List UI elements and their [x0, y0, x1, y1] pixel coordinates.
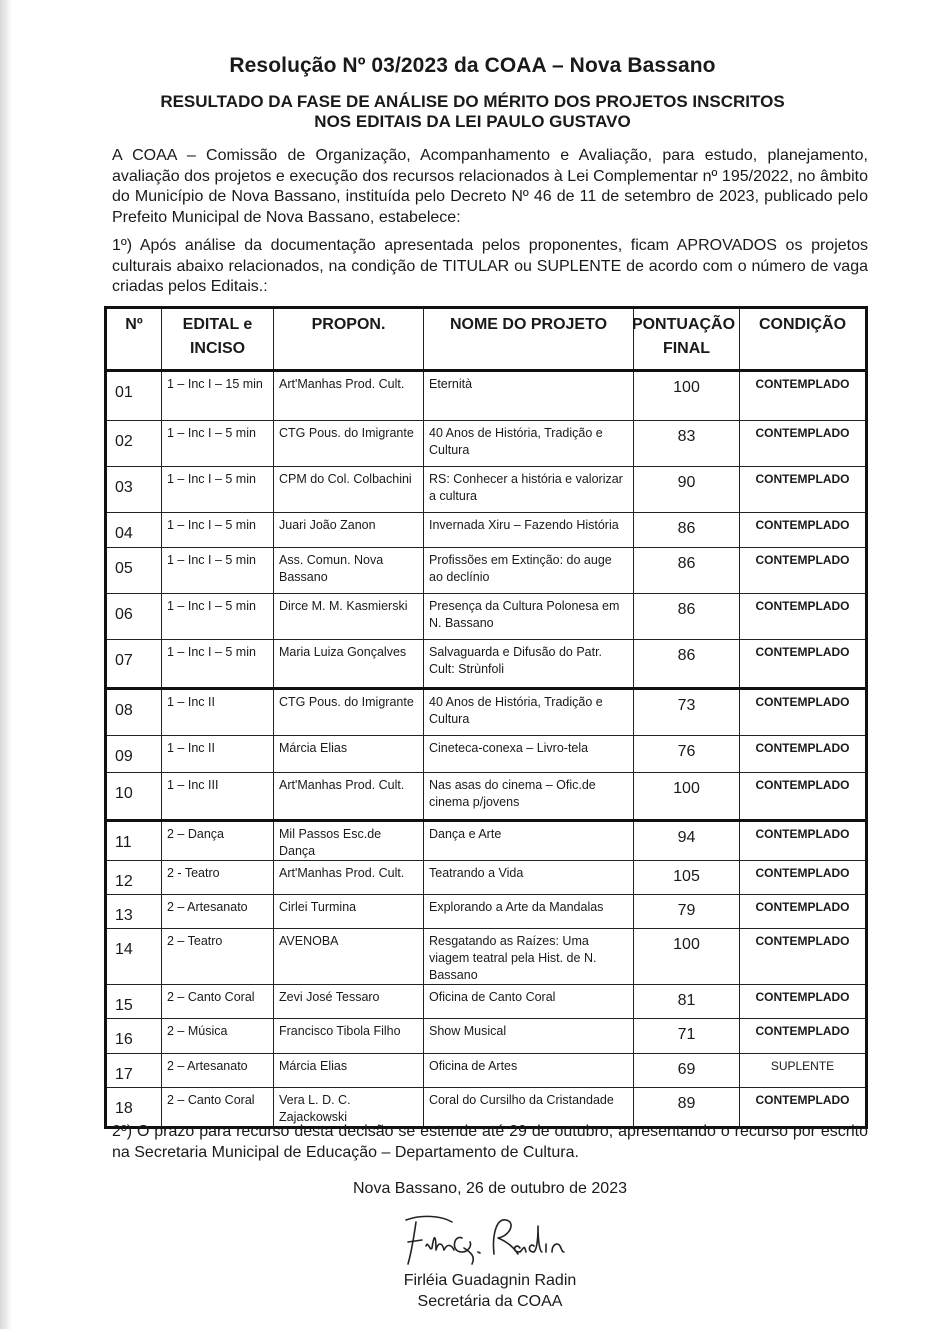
cell-num: 12: [106, 861, 162, 895]
cell-score: 86: [634, 640, 740, 689]
cell-edital: 1 – Inc I – 5 min: [162, 548, 274, 594]
cell-condition: CONTEMPLADO: [740, 640, 867, 689]
table-row: [106, 895, 867, 929]
cell-num: 09: [106, 736, 162, 773]
cell-edital: 1 – Inc III: [162, 773, 274, 821]
cell-propon: Vera L. D. C. Zajackowski: [274, 1088, 424, 1128]
cell-project: 40 Anos de História, Tradição e Cultura: [424, 689, 634, 736]
header-score-line-2: FINAL: [662, 340, 711, 357]
cell-score: 81: [634, 985, 740, 1019]
table-row: [106, 548, 867, 594]
cell-project: Dança e Arte: [424, 821, 634, 861]
cell-condition: CONTEMPLADO: [740, 736, 867, 773]
cell-num: 01: [106, 371, 162, 421]
cell-condition: CONTEMPLADO: [740, 689, 867, 736]
cell-propon: Maria Luiza Gonçalves: [274, 640, 424, 689]
item-2-paragraph: 2º) O prazo para recurso desta decisão se estende até 29 de outubro, apresentando o recurso por escrito na Secretaria Municipal de Educação – Departamento de Cultura.: [112, 1123, 868, 1161]
cell-edital: 2 – Dança: [162, 821, 274, 861]
cell-num: 08: [106, 689, 162, 736]
cell-propon: Mil Passos Esc.de Dança: [274, 821, 424, 861]
cell-num: 06: [106, 594, 162, 640]
header-propon: PROPON.: [274, 308, 424, 371]
cell-propon: Francisco Tibola Filho: [274, 1019, 424, 1054]
cell-num: 17: [106, 1054, 162, 1088]
cell-condition: SUPLENTE: [740, 1054, 867, 1088]
document-title: Resolução Nº 03/2023 da COAA – Nova Bassano: [229, 54, 716, 77]
cell-num: 02: [106, 421, 162, 467]
cell-score: 90: [634, 467, 740, 513]
signature-image: [392, 1212, 582, 1268]
cell-edital: 2 – Música: [162, 1019, 274, 1054]
header-edital-line-2: INCISO: [189, 340, 246, 357]
header-project: NOME DO PROJETO: [424, 308, 634, 371]
cell-propon: Márcia Elias: [274, 1054, 424, 1088]
signer-role: Secretária da COAA: [417, 1293, 563, 1310]
cell-condition: CONTEMPLADO: [740, 821, 867, 861]
cell-project: Nas asas do cinema – Ofic.de cinema p/jovens: [424, 773, 634, 821]
cell-score: 76: [634, 736, 740, 773]
cell-propon: Márcia Elias: [274, 736, 424, 773]
cell-score: 100: [634, 371, 740, 421]
cell-num: 18: [106, 1088, 162, 1128]
header-condition: CONDIÇÃO: [740, 308, 867, 371]
cell-edital: 1 – Inc I – 5 min: [162, 421, 274, 467]
cell-project: Oficina de Artes: [424, 1054, 634, 1088]
cell-project: RS: Conhecer a história e valorizar a cultura: [424, 467, 634, 513]
cell-score: 86: [634, 594, 740, 640]
subtitle-line-2: NOS EDITAIS DA LEI PAULO GUSTAVO: [314, 112, 631, 131]
document-subtitle: [0, 92, 945, 132]
cell-edital: 2 - Teatro: [162, 861, 274, 895]
table-row: [106, 821, 867, 861]
cell-num: 05: [106, 548, 162, 594]
cell-condition: CONTEMPLADO: [740, 513, 867, 548]
table-row: [106, 861, 867, 895]
cell-propon: Juari João Zanon: [274, 513, 424, 548]
cell-edital: 2 – Canto Coral: [162, 985, 274, 1019]
cell-edital: 2 – Teatro: [162, 929, 274, 985]
table-row: [106, 467, 867, 513]
intro-paragraph: A COAA – Comissão de Organização, Acompanhamento e Avaliação, para estudo, planejamento, avaliação dos projetos e execução dos recursos relacionados à Lei Complementar nº 195/2022, no âmbito do Município de Nova Bassano, instituída pelo Decreto Nº 46 de 11 de setembro de 2023, publicado pelo Prefeito Municipal de Nova Bassano, estabelece:: [112, 147, 868, 226]
cell-propon: CPM do Col. Colbachini: [274, 467, 424, 513]
cell-edital: 1 – Inc II: [162, 689, 274, 736]
table-row: [106, 640, 867, 689]
table-row: [106, 929, 867, 985]
cell-num: 14: [106, 929, 162, 985]
results-table: [104, 306, 868, 1129]
cell-num: 07: [106, 640, 162, 689]
table-body: [106, 371, 867, 1128]
cell-propon: Dirce M. M. Kasmierski: [274, 594, 424, 640]
cell-score: 86: [634, 548, 740, 594]
cell-edital: 1 – Inc I – 5 min: [162, 640, 274, 689]
table-row: [106, 1054, 867, 1088]
header-edital: [162, 308, 274, 371]
cell-propon: Art'Manhas Prod. Cult.: [274, 773, 424, 821]
table-row: [106, 421, 867, 467]
cell-edital: 1 – Inc I – 15 min: [162, 371, 274, 421]
cell-condition: CONTEMPLADO: [740, 895, 867, 929]
cell-num: 03: [106, 467, 162, 513]
table-row: [106, 371, 867, 421]
cell-score: 73: [634, 689, 740, 736]
cell-project: Presença da Cultura Polonesa em N. Bassano: [424, 594, 634, 640]
cell-propon: Ass. Comun. Nova Bassano: [274, 548, 424, 594]
cell-project: Teatrando a Vida: [424, 861, 634, 895]
cell-score: 83: [634, 421, 740, 467]
cell-propon: Cirlei Turmina: [274, 895, 424, 929]
table-row: [106, 689, 867, 736]
cell-score: 105: [634, 861, 740, 895]
cell-project: Salvaguarda e Difusão do Patr. Cult: Strùnfoli: [424, 640, 634, 689]
cell-condition: CONTEMPLADO: [740, 773, 867, 821]
cell-edital: 1 – Inc I – 5 min: [162, 467, 274, 513]
table-row: [106, 1019, 867, 1054]
cell-condition: CONTEMPLADO: [740, 985, 867, 1019]
cell-score: 79: [634, 895, 740, 929]
cell-project: Show Musical: [424, 1019, 634, 1054]
cell-condition: CONTEMPLADO: [740, 371, 867, 421]
cell-condition: CONTEMPLADO: [740, 594, 867, 640]
item-1-paragraph: 1º) Após análise da documentação apresentada pelos proponentes, ficam APROVADOS os projetos culturais abaixo relacionados, na condição de TITULAR ou SUPLENTE de acordo com o número de vaga criadas pelos Editais.:: [112, 237, 868, 295]
signer-name: Firléia Guadagnin Radin: [403, 1272, 577, 1289]
cell-score: 100: [634, 773, 740, 821]
cell-condition: CONTEMPLADO: [740, 861, 867, 895]
cell-condition: CONTEMPLADO: [740, 1088, 867, 1128]
cell-edital: 1 – Inc I – 5 min: [162, 513, 274, 548]
cell-edital: 2 – Canto Coral: [162, 1088, 274, 1128]
cell-num: 11: [106, 821, 162, 861]
cell-project: Oficina de Canto Coral: [424, 985, 634, 1019]
cell-num: 10: [106, 773, 162, 821]
cell-project: Profissões em Extinção: do auge ao declínio: [424, 548, 634, 594]
cell-condition: CONTEMPLADO: [740, 1019, 867, 1054]
cell-condition: CONTEMPLADO: [740, 548, 867, 594]
cell-num: 04: [106, 513, 162, 548]
cell-propon: CTG Pous. do Imigrante: [274, 689, 424, 736]
cell-edital: 1 – Inc II: [162, 736, 274, 773]
table-row: [106, 594, 867, 640]
cell-condition: CONTEMPLADO: [740, 421, 867, 467]
cell-edital: 2 – Artesanato: [162, 1054, 274, 1088]
cell-project: Coral do Cursilho da Cristandade: [424, 1088, 634, 1128]
cell-score: 69: [634, 1054, 740, 1088]
table-row: [106, 513, 867, 548]
table-header-row: [106, 308, 867, 371]
cell-num: 16: [106, 1019, 162, 1054]
cell-project: Invernada Xiru – Fazendo História: [424, 513, 634, 548]
cell-edital: 1 – Inc I – 5 min: [162, 594, 274, 640]
cell-project: 40 Anos de História, Tradição e Cultura: [424, 421, 634, 467]
cell-condition: CONTEMPLADO: [740, 929, 867, 985]
cell-propon: CTG Pous. do Imigrante: [274, 421, 424, 467]
cell-project: Cineteca-conexa – Livro-tela: [424, 736, 634, 773]
cell-propon: Art'Manhas Prod. Cult.: [274, 861, 424, 895]
cell-edital: 2 – Artesanato: [162, 895, 274, 929]
cell-score: 94: [634, 821, 740, 861]
cell-score: 89: [634, 1088, 740, 1128]
table-row: [106, 773, 867, 821]
header-num: Nº: [106, 308, 162, 371]
subtitle-line-1: RESULTADO DA FASE DE ANÁLISE DO MÉRITO DOS PROJETOS INSCRITOS: [160, 92, 785, 111]
header-score-line-1: PONTUAÇÃO: [631, 316, 736, 333]
cell-score: 86: [634, 513, 740, 548]
header-score: [631, 308, 740, 371]
cell-num: 13: [106, 895, 162, 929]
cell-score: 100: [634, 929, 740, 985]
cell-propon: Zevi José Tessaro: [274, 985, 424, 1019]
cell-condition: CONTEMPLADO: [740, 467, 867, 513]
cell-propon: AVENOBA: [274, 929, 424, 985]
header-edital-line-1: EDITAL e: [182, 316, 253, 333]
cell-project: Explorando a Arte da Mandalas: [424, 895, 634, 929]
cell-propon: Art'Manhas Prod. Cult.: [274, 371, 424, 421]
table-row: [106, 736, 867, 773]
cell-project: Eternità: [424, 371, 634, 421]
cell-project: Resgatando as Raízes: Uma viagem teatral pela Hist. de N. Bassano: [424, 929, 634, 985]
date-line: Nova Bassano, 26 de outubro de 2023: [353, 1180, 627, 1197]
table-row: [106, 985, 867, 1019]
page-edge: [0, 0, 12, 1329]
cell-num: 15: [106, 985, 162, 1019]
cell-score: 71: [634, 1019, 740, 1054]
